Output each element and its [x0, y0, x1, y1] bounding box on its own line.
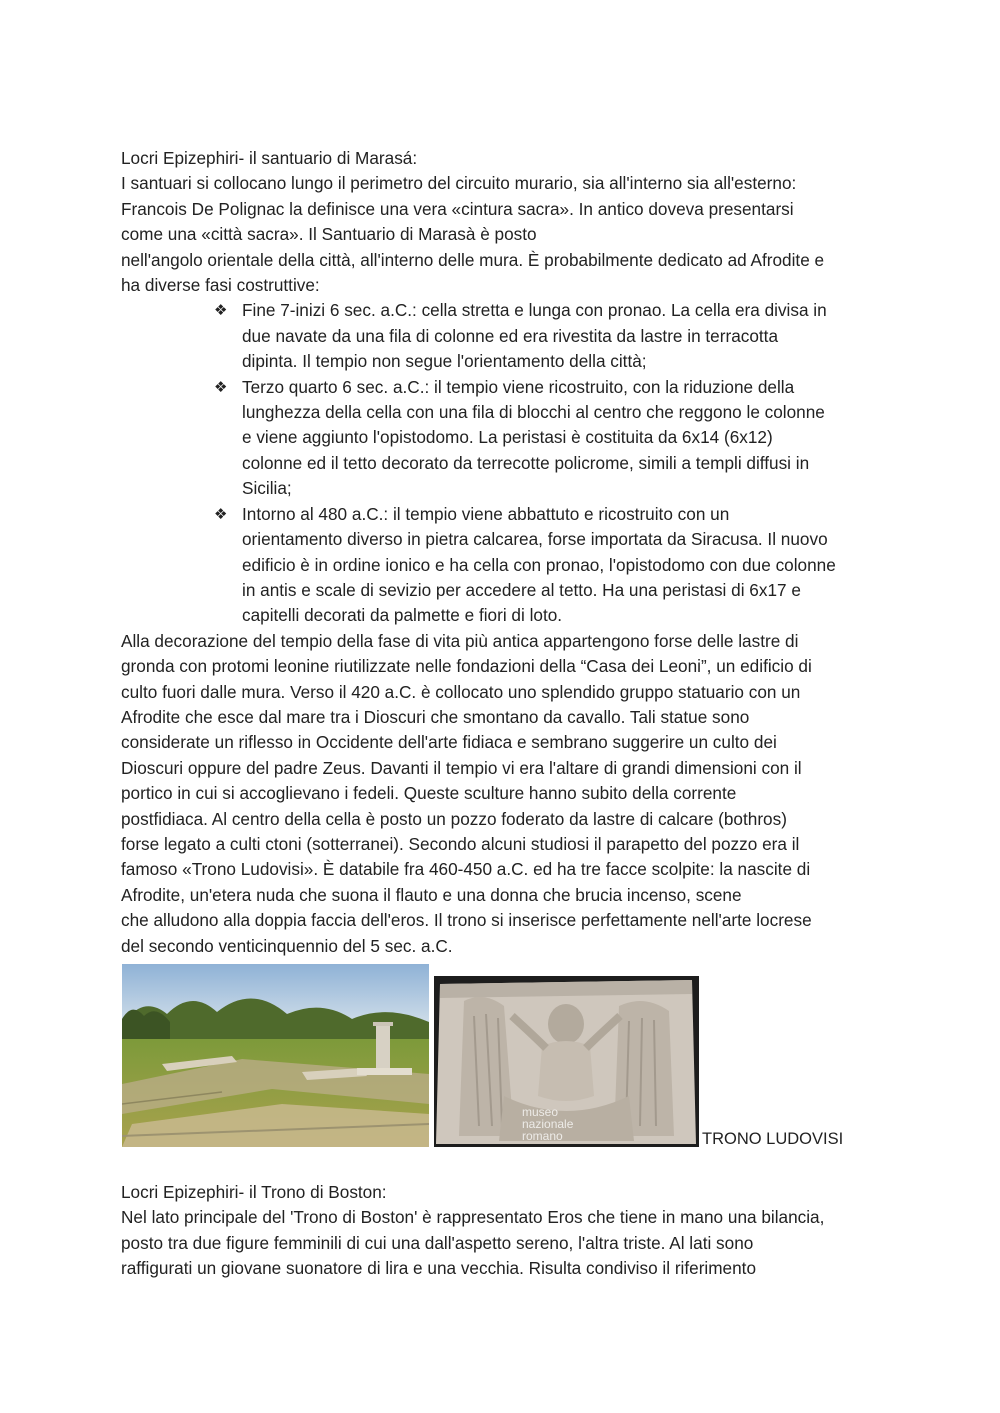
section-title: Locri Epizephiri- il santuario di Marasá: — [121, 148, 418, 168]
phase-list — [121, 298, 891, 628]
section-boston — [121, 1180, 891, 1282]
bullet-diamond-icon: ❖ — [214, 505, 228, 523]
intro-line: I santuari si collocano lungo il perimetro del circuito murario, sia all'interno sia all'esterno: — [121, 173, 797, 194]
bullet-diamond-icon: ❖ — [214, 302, 228, 320]
list-item — [214, 375, 891, 502]
intro-line: come una «città sacra». Il Santuario di Marasà è posto — [121, 224, 537, 245]
body-line: postfidiaca. Al centro della cella è posto un pozzo foderato da lastre di calcare (bothros) — [121, 808, 787, 829]
body-line: del secondo venticinquennio del 5 sec. a.C. — [121, 935, 453, 956]
body-line: famoso «Trono Ludovisi». È databile fra 460-450 a.C. ed ha tre facce scolpite: la nascite di — [121, 859, 811, 880]
body-line: gronda con protomi leonine riutilizzate nelle fondazioni della “Casa dei Leoni”, un edificio di — [121, 656, 812, 677]
figure-caption: TRONO LUDOVISI — [702, 1130, 844, 1148]
body-line: considerate un riflesso in Occidente dell'arte fidiaca e sembrano suggerire un culto dei — [121, 732, 777, 753]
body-line: forse legato a culti ctoni (sotterranei). Secondo alcuni studiosi il parapetto del pozzo era il — [121, 833, 800, 854]
intro-line: nell'angolo orientale della città, all'interno delle mura. È probabilmente dedicato ad Afrodite e — [121, 249, 825, 270]
bullet-line: lunghezza della cella con una fila di blocchi al centro che reggono le colonne — [242, 402, 825, 423]
watermark-line: romano — [522, 1129, 563, 1143]
relief-sculpture-image — [434, 976, 699, 1147]
ruins-landscape-image — [122, 964, 429, 1147]
body-line: culto fuori dalle mura. Verso il 420 a.C. è collocato uno splendido gruppo statuario con un — [121, 681, 801, 702]
body-line: Afrodite, un'etera nuda che suona il flauto e una donna che brucia incenso, scene — [121, 884, 742, 905]
bullet-line: Intorno al 480 a.C.: il tempio viene abbattuto e ricostruito con un — [242, 503, 730, 524]
bullet-line: e viene aggiunto l'opistodomo. La peristasi è costituita da 6x14 (6x12) — [242, 427, 773, 448]
body-line: che alludono alla doppia faccia dell'eros. Il trono si inserisce perfettamente nell'arte locrese — [121, 910, 812, 931]
body-line: Afrodite che esce dal mare tra i Dioscuri che smontano da cavallo. Tali statue sono — [121, 706, 750, 727]
trono-ludovisi-photo — [434, 976, 699, 1147]
bullet-line: capitelli decorati da palmette e fiori di loto. — [242, 605, 563, 626]
section-marasa — [121, 146, 891, 959]
body-line: portico in cui si accoglievano i fedeli. Queste sculture hanno subito della corrente — [121, 783, 737, 804]
section-title: Locri Epizephiri- il Trono di Boston: — [121, 1182, 387, 1202]
intro-line: Francois De Polignac la definisce una vera «cintura sacra». In antico doveva presentarsi — [121, 198, 794, 219]
body-line: Nel lato principale del 'Trono di Boston' è rappresentato Eros che tiene in mano una bilancia, — [121, 1207, 825, 1228]
sanctuary-ruins-photo — [122, 964, 429, 1147]
body-line: posto tra due figure femminili di cui una dall'aspetto sereno, l'altra triste. Al lati sono — [121, 1232, 754, 1253]
bullet-line: dipinta. Il tempio non segue l'orientamento della città; — [242, 351, 647, 372]
watermark-line: nazionale — [522, 1117, 574, 1131]
bullet-line: orientamento diverso in pietra calcarea, forse importata da Siracusa. Il nuovo — [242, 529, 828, 550]
body-line: Alla decorazione del tempio della fase di vita più antica appartengono forse delle lastre di — [121, 630, 799, 651]
bullet-line: colonne ed il tetto decorato da terrecotte policrome, simili a templi diffusi in — [242, 452, 810, 473]
intro-line: ha diverse fasi costruttive: — [121, 275, 320, 296]
bullet-line: edificio è in ordine ionico e ha cella con pronao, l'opistodomo con due colonne — [242, 554, 836, 575]
body-line: raffigurati un giovane suonatore di lira e una vecchia. Risulta condiviso il riferimento — [121, 1258, 757, 1279]
figures-row — [122, 964, 882, 1150]
body-line: Dioscuri oppure del padre Zeus. Davanti il tempio vi era l'altare di grandi dimensioni con il — [121, 757, 802, 778]
bullet-diamond-icon: ❖ — [214, 378, 228, 396]
list-item — [214, 502, 891, 629]
bullet-line: in antis e scale di sevizio per accedere al tetto. Ha una peristasi di 6x17 e — [242, 579, 801, 600]
bullet-line: due navate da una fila di colonne ed era rivestita da lastre in terracotta — [242, 325, 779, 346]
bullet-line: Fine 7-inizi 6 sec. a.C.: cella stretta e lunga con pronao. La cella era divisa in — [242, 300, 827, 321]
watermark-line: museo — [522, 1105, 559, 1119]
bullet-line: Terzo quarto 6 sec. a.C.: il tempio viene ricostruito, con la riduzione della — [242, 376, 795, 397]
bullet-line: Sicilia; — [242, 478, 292, 499]
list-item — [214, 298, 891, 374]
